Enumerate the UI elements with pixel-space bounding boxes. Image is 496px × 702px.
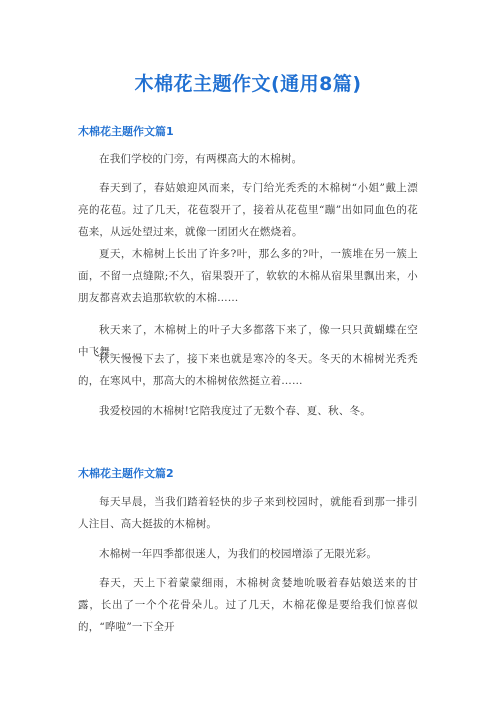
paragraph: 在我们学校的门旁，有两棵高大的木棉树。: [99, 153, 303, 165]
paragraph: 秋天慢慢下去了，接下来也就是寒冷的冬天。冬天的木棉树光秃秃的，在寒风中，那高大的木棉树依然挺立着……: [78, 353, 418, 387]
paragraph: 木棉树一年四季都很迷人，为我们的校园增添了无限光彩。: [99, 548, 378, 560]
paragraph: 春天到了，春姑娘迎风而来，专门给光秃秃的木棉树“小姐”戴上漂亮的花苞。过了几天，花苞裂开了，接着从花苞里“蹦”出如同血色的花苞来，从远处望过来，就像一团团火在燃烧着。: [78, 182, 418, 238]
section-heading-2: 木棉花主题作文篇2: [78, 467, 174, 480]
section-heading-1: 木棉花主题作文篇1: [78, 125, 174, 138]
paragraph: 每天早晨，当我们踏着轻快的步子来到校园时，就能看到那一排引人注目、高大挺拔的木棉树。: [78, 496, 418, 530]
paragraph: 夏天，木棉树上长出了许多?叶，那么多的?叶，一簇堆在另一簇上面，不留一点缝隙;不久，宿果裂开了，软软的木棉从宿果里飘出来，小朋友都喜欢去追那软软的木棉……: [78, 248, 418, 304]
paragraph: 我爱校园的木棉树!它陪我度过了无数个春、夏、秋、冬。: [99, 405, 371, 417]
document-title: 木棉花主题作文(通用8篇): [134, 73, 362, 95]
paragraph: 春天，天上下着蒙蒙细雨，木棉树贪婪地吮吸着春姑娘送来的甘露，长出了一个个花骨朵儿。过了几天，木棉花像是要给我们惊喜似的，“哗啦”一下全开: [78, 577, 418, 633]
paragraph: 秋天来了，木棉树上的叶子大多都落下来了，像一只只黄蝴蝶在空中飞舞。: [78, 324, 418, 358]
